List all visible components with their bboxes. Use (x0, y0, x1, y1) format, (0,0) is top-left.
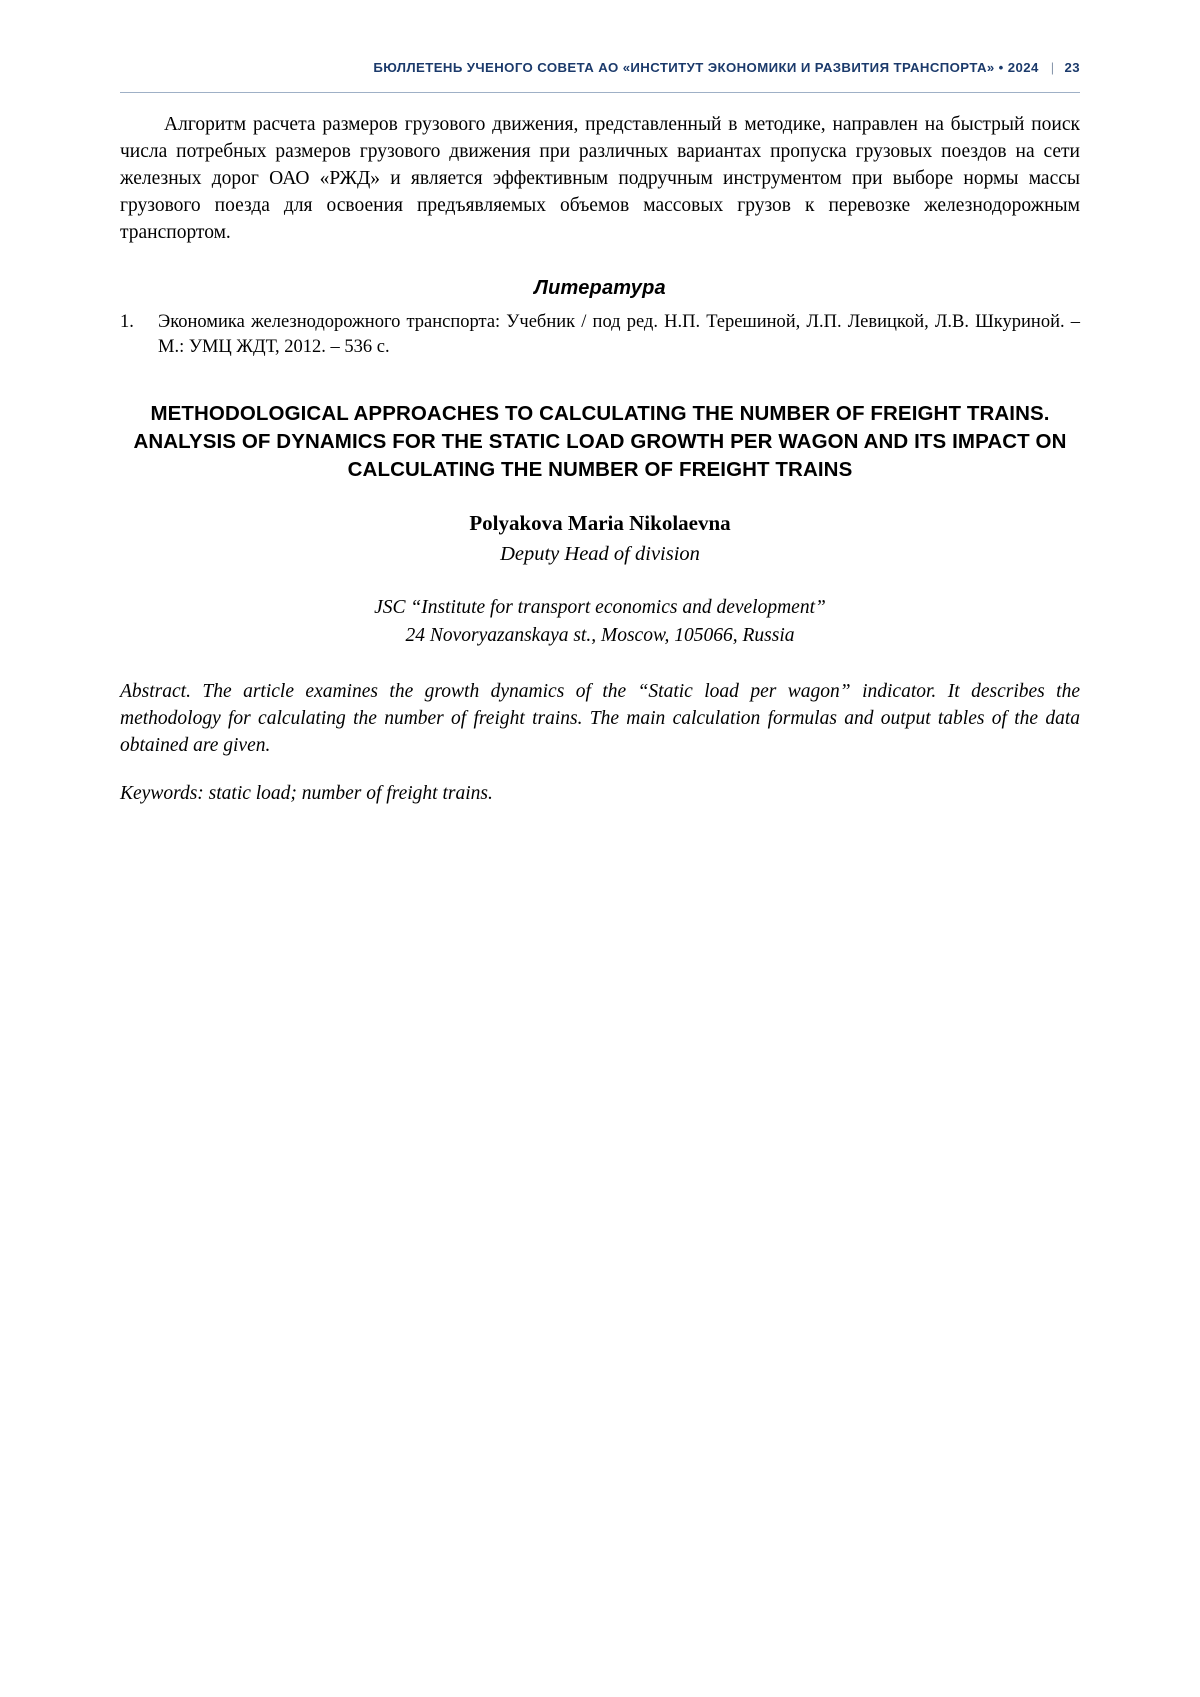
reference-text: Экономика железнодорожного транспорта: Учебник / под ред. Н.П. Терешиной, Л.П. Левицкой, Л.В. Шкуриной. – М.: УМЦ ЖДТ, 2012. – 536 с. (158, 311, 1080, 357)
page-content (120, 112, 1080, 807)
page-number: 23 (1064, 60, 1080, 75)
affiliation-address: 24 Novoryazanskaya st., Moscow, 105066, Russia (405, 625, 795, 647)
list-item (120, 310, 1080, 360)
article-author-role: Deputy Head of division (500, 543, 700, 566)
header-separator: | (1050, 60, 1055, 75)
article-title: METHODOLOGICAL APPROACHES TO CALCULATING THE NUMBER OF FREIGHT TRAINS. ANALYSIS OF DYNAMICS FOR THE STATIC LOAD GROWTH PER WAGON AND ITS IMPACT ON CALCULATING THE NUMBER OF FREIGHT TRAINS (133, 401, 1067, 481)
running-header (120, 60, 1080, 90)
header-divider (120, 92, 1080, 93)
reference-number: 1. (120, 311, 134, 332)
article-keywords: Keywords: static load; number of freight trains. (120, 782, 493, 804)
body-paragraph: Алгоритм расчета размеров грузового движения, представленный в методике, направлен на быстрый поиск числа потребных размеров грузового движения при различных вариантах пропуска грузовых поездов на сети железных дорог ОАО «РЖД» и является эффективным подручным инструментом при выборе нормы массы грузового поезда для освоения предъявляемых объемов массовых грузов к перевозке железнодорожным транспортом. (120, 114, 1080, 243)
reference-list (120, 310, 1080, 360)
article-abstract: Abstract. The article examines the growth dynamics of the “Static load per wagon” indicator. It describes the methodology for calculating the number of freight trains. The main calculation formulas and output tables of the data obtained are given. (120, 680, 1080, 757)
article-affiliation (120, 594, 1080, 649)
journal-title: БЮЛЛЕТЕНЬ УЧЕНОГО СОВЕТА АО «ИНСТИТУТ ЭКОНОМИКИ И РАЗВИТИЯ ТРАНСПОРТА» • 2024 (373, 60, 1039, 75)
running-header-inner (120, 60, 1080, 75)
affiliation-organization: JSC “Institute for transport economics and development” (374, 597, 826, 619)
literature-heading: Литература (534, 276, 666, 299)
article-author: Polyakova Maria Nikolaevna (469, 511, 731, 536)
